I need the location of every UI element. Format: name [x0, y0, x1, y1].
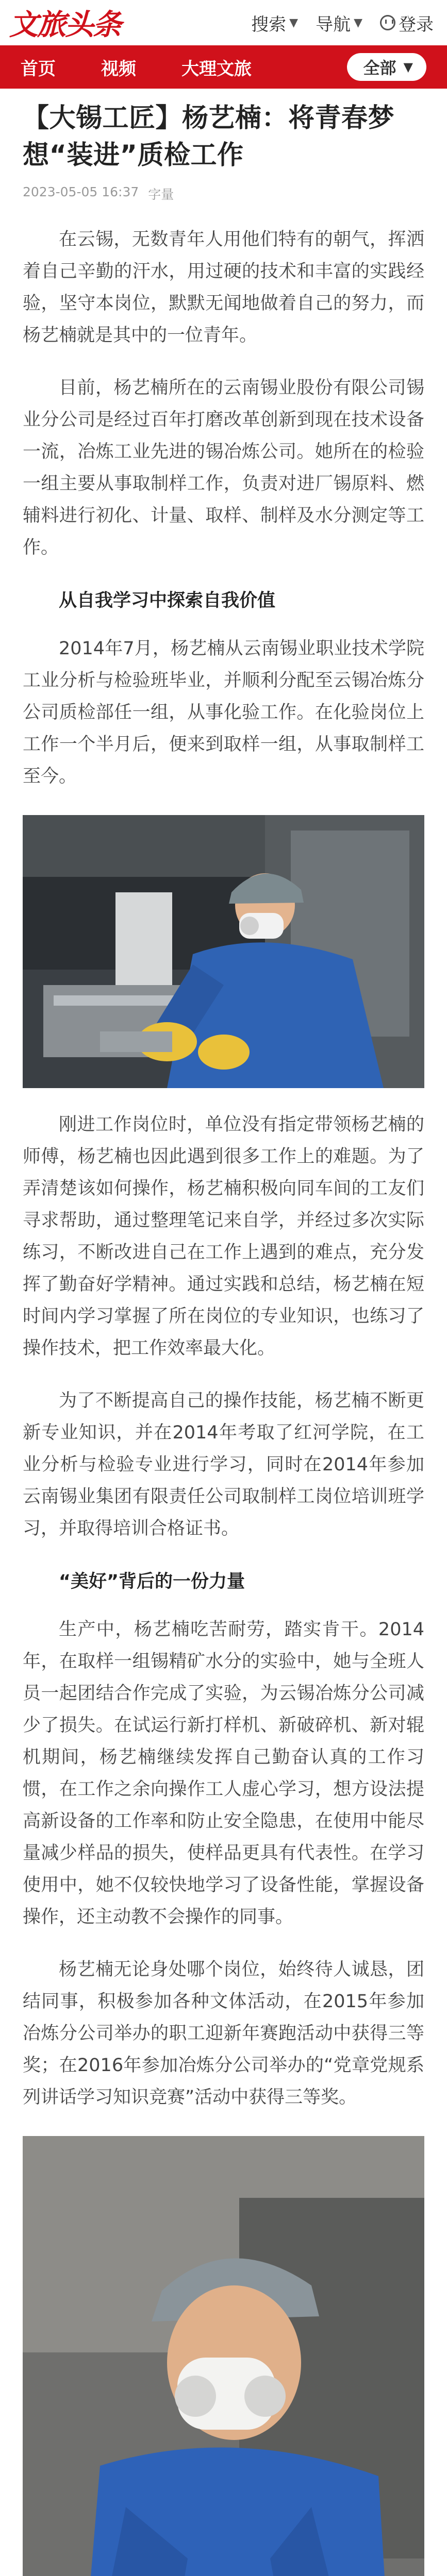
all-channels-label: 全部	[363, 58, 396, 78]
article-paragraph: 2014年7月，杨艺楠从云南锡业职业技术学院工业分析与检验班毕业，并顺利分配至云锡冶炼分公司质检部任一组，从事化验工作。在化验岗位上工作一个半月后，便来到取样一组，从事取制样工至今。	[23, 638, 424, 787]
article-paragraph: 为了不断提高自己的操作技能，杨艺楠不断更新专业知识，并在2014年考取了红河学院，在工业分析与检验专业进行学习，同时在2014年参加云南锡业集团有限责任公司取制样工岗位培训班学习，并取得培训合格证书。	[23, 1391, 424, 1539]
article-paragraph: 目前，杨艺楠所在的云南锡业股份有限公司锡业分公司是经过百年打磨改革创新到现在技术设备一流，冶炼工业先进的锡冶炼公司。她所在的检验一组主要从事取制样工作，负责对进厂锡原料、燃辅料进行初化、计量、取样、制样及水分测定等工作。	[23, 378, 424, 558]
nav-menu-button[interactable]	[316, 10, 362, 36]
nav-item-home[interactable]: 首页	[21, 58, 56, 79]
article-date: 2023-05-05 16:37	[23, 184, 139, 199]
all-channels-button[interactable]	[347, 53, 426, 81]
section-heading: “美好”背后的一份力量	[59, 1571, 245, 1592]
nav-item-dali[interactable]: 大理文旅	[181, 58, 252, 79]
top-bar	[0, 0, 447, 45]
article-photo-worker-portrait[interactable]	[23, 2136, 424, 2576]
article-photo-worker-at-machine[interactable]	[23, 815, 424, 1088]
search-label: 搜索	[251, 14, 287, 35]
login-label: 登录	[399, 14, 434, 35]
chevron-down-icon: ▼	[354, 16, 362, 29]
article-paragraph: 杨艺楠无论身处哪个岗位，始终待人诚恳，团结同事，积极参加各种文体活动，在2015年参加冶炼分公司举办的职工迎新年赛跑活动中获得三等奖；在2016年参加冶炼分公司举办的“党章党规系列讲话学习知识竞赛”活动中获得三等奖。	[23, 1959, 424, 2108]
nav-item-video[interactable]: 视频	[101, 58, 136, 79]
article	[0, 89, 447, 2576]
top-actions	[251, 10, 434, 36]
chevron-down-icon: ▼	[403, 60, 413, 74]
power-icon	[380, 15, 395, 30]
site-logo[interactable]	[9, 2, 121, 43]
article-source: 字量	[148, 187, 174, 202]
article-paragraph: 刚进工作岗位时，单位没有指定带领杨艺楠的师傅，杨艺楠也因此遇到很多工作上的难题。为了弄清楚该如何操作，杨艺楠积极向同车间的工友们寻求帮助，通过整理笔记来自学，并经过多次实际练习，不断改进自己在工作上遇到的难点，充分发挥了勤奋好学精神。通过实践和总结，杨艺楠在短时间内学习掌握了所在岗位的专业知识，也练习了操作技术，把工作效率最大化。	[23, 1114, 424, 1359]
login-button[interactable]	[380, 10, 434, 36]
article-title: 【大锡工匠】杨艺楠：将青春梦想“装进”质检工作	[23, 103, 395, 171]
chevron-down-icon: ▼	[289, 16, 299, 29]
site-logo-text: 文旅头条	[9, 8, 121, 42]
article-meta	[23, 184, 424, 203]
article-paragraph: 生产中，杨艺楠吃苦耐劳，踏实肯干。2014年，在取样一组锡精矿水分的实验中，她与全班人员一起团结合作完成了实验，为云锡冶炼分公司减少了损失。在试运行新打样机、新破碎机、新对辊机期间，杨艺楠继续发挥自己勤奋认真的工作习惯，在工作之余向操作工人虚心学习，想方设法提高新设备的工作率和防止安全隐患，在使用中能尽量减少样品的损失，使样品更具有代表性。在学习使用中，她不仅较快地学习了设备性能，掌握设备操作，还主动教不会操作的同事。	[23, 1619, 424, 1927]
section-heading: 从自我学习中探索自我价值	[59, 590, 276, 611]
channel-nav	[0, 45, 447, 89]
nav-menu-label: 导航	[316, 14, 351, 35]
search-button[interactable]	[251, 10, 298, 36]
article-paragraph: 在云锡，无数青年人用他们特有的朝气，挥洒着自己辛勤的汗水，用过硬的技术和丰富的实践经验，坚守本岗位，默默无闻地做着自己的努力，而杨艺楠就是其中的一位青年。	[23, 229, 424, 346]
